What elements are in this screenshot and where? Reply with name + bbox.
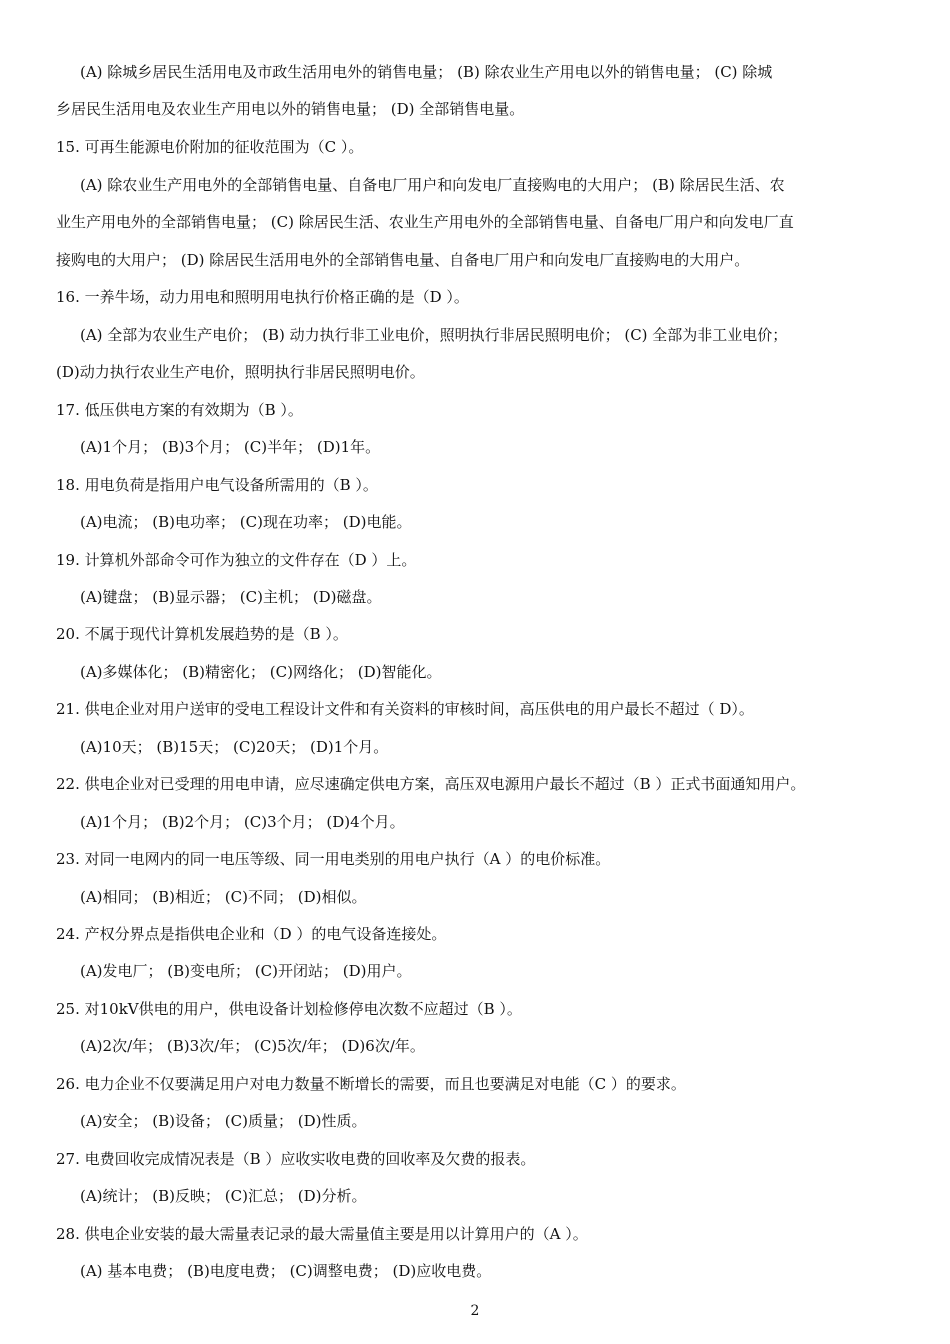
option-text: (A)1个月； (B)3个月； (C)半年； (D)1年。 — [80, 438, 381, 456]
page-number: 2 — [470, 1303, 480, 1319]
question-text: 27. 电费回收完成情况表是（B ）应收实收电费的回收率及欠费的报表。 — [56, 1150, 536, 1168]
option-text: (A)安全； (B)设备； (C)质量； (D)性质。 — [80, 1112, 367, 1130]
option-text: (A)电流； (B)电功率； (C)现在功率； (D)电能。 — [80, 513, 412, 531]
question-text: 26. 电力企业不仅要满足用户对电力数量不断增长的需要，而且也要满足对电能（C ）的要求。 — [56, 1075, 686, 1093]
question-text: 18. 用电负荷是指用户电气设备所需用的（B ）。 — [56, 476, 378, 494]
option-text: (A)10天； (B)15天； (C)20天； (D)1个月。 — [80, 738, 389, 756]
option-text: (A)统计； (B)反映； (C)汇总； (D)分析。 — [80, 1187, 367, 1205]
question-text: 22. 供电企业对已受理的用电申请，应尽速确定供电方案，高压双电源用户最长不超过（B ）正式书面通知用户。 — [56, 775, 806, 793]
option-text: (A) 基本电费； (B)电度电费； (C)调整电费； (D)应收电费。 — [80, 1262, 492, 1280]
question-text: 19. 计算机外部命令可作为独立的文件存在（D ）上。 — [56, 551, 417, 569]
option-text: (A)多媒体化； (B)精密化； (C)网络化； (D)智能化。 — [80, 663, 442, 681]
option-text: (D)动力执行农业生产电价，照明执行非居民照明电价。 — [56, 363, 425, 381]
option-text: (A) 除城乡居民生活用电及市政生活用电外的销售电量； (B) 除农业生产用电以外的销售电量； (C) 除城 — [80, 63, 773, 81]
option-text: (A)相同； (B)相近； (C)不同； (D)相似。 — [80, 888, 367, 906]
question-text: 21. 供电企业对用户送审的受电工程设计文件和有关资料的审核时间，高压供电的用户最长不超过（ D）。 — [56, 700, 754, 718]
option-text: (A) 除农业生产用电外的全部销售电量、自备电厂用户和向发电厂直接购电的大用户； (B) 除居民生活、农 — [80, 176, 785, 194]
question-text: 15. 可再生能源电价附加的征收范围为（C ）。 — [56, 138, 364, 156]
option-text: 乡居民生活用电及农业生产用电以外的销售电量； (D) 全部销售电量。 — [56, 100, 525, 118]
question-text: 16. 一养牛场，动力用电和照明用电执行价格正确的是（D ）。 — [56, 288, 469, 306]
question-text: 17. 低压供电方案的有效期为（B ）。 — [56, 401, 303, 419]
option-text: (A)1个月； (B)2个月； (C)3个月； (D)4个月。 — [80, 813, 405, 831]
question-text: 23. 对同一电网内的同一电压等级、同一用电类别的用电户执行（A ）的电价标准。 — [56, 850, 611, 868]
option-text: (A) 全部为农业生产电价； (B) 动力执行非工业电价，照明执行非居民照明电价； (C) 全部为非工业电价； — [80, 326, 788, 344]
option-text: (A)键盘； (B)显示器； (C)主机； (D)磁盘。 — [80, 588, 382, 606]
question-text: 20. 不属于现代计算机发展趋势的是（B ）。 — [56, 625, 348, 643]
question-text: 24. 产权分界点是指供电企业和（D ）的电气设备连接处。 — [56, 925, 447, 943]
option-text: 业生产用电外的全部销售电量； (C) 除居民生活、农业生产用电外的全部销售电量、自备电厂用户和向发电厂直 — [56, 213, 794, 231]
question-text: 25. 对10kV供电的用户，供电设备计划检修停电次数不应超过（B ）。 — [56, 1000, 522, 1018]
option-text: 接购电的大用户； (D) 除居民生活用电外的全部销售电量、自备电厂用户和向发电厂直接购电的大用户。 — [56, 251, 750, 269]
question-text: 28. 供电企业安装的最大需量表记录的最大需量值主要是用以计算用户的（A ）。 — [56, 1225, 588, 1243]
option-text: (A)发电厂； (B)变电所； (C)开闭站； (D)用户。 — [80, 962, 412, 980]
option-text: (A)2次/年； (B)3次/年； (C)5次/年； (D)6次/年。 — [80, 1037, 425, 1055]
